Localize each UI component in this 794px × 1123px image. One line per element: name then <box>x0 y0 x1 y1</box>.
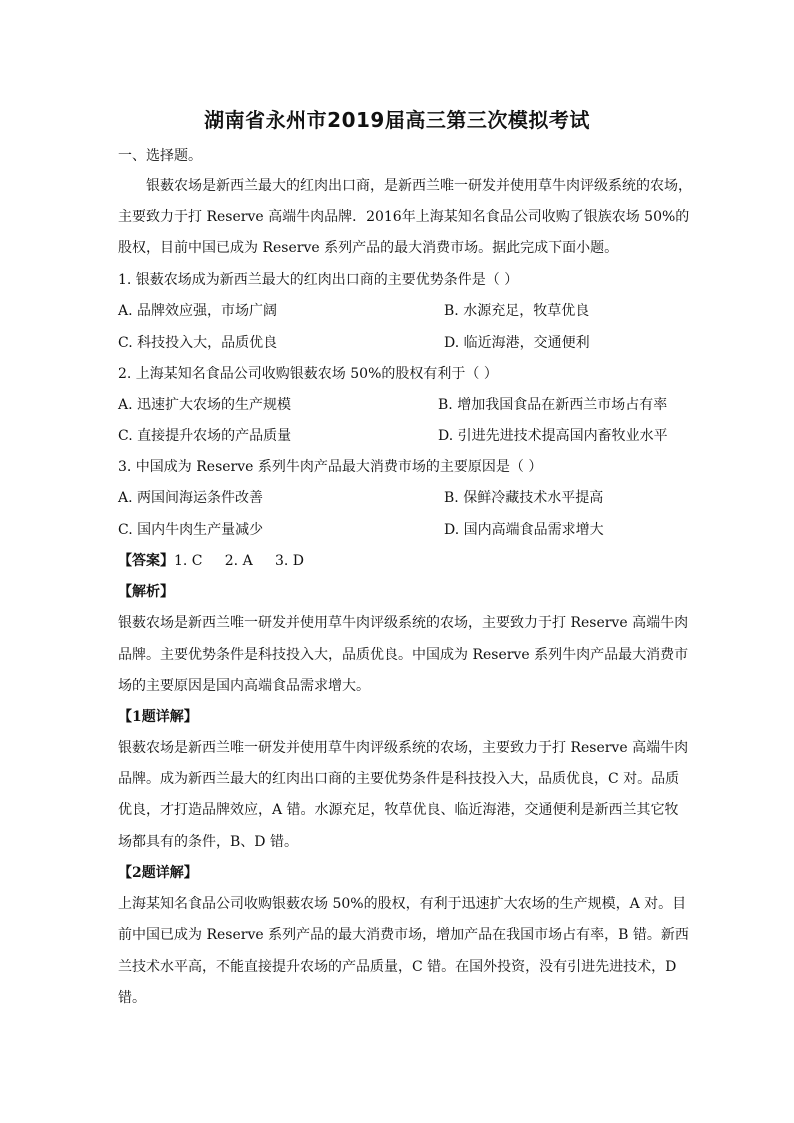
question-1-stem: 1. 银薮农场成为新西兰最大的红肉出口商的主要优势条件是（ ） <box>118 272 519 288</box>
detail-1-line: 品牌。成为新西兰最大的红肉出口商的主要优势条件是科技投入大，品质优良，C 对。品质 <box>118 771 680 787</box>
intro-line: 银薮农场是新西兰最大的红肉出口商，是新西兰唯一研发并使用草牛肉评级系统的农场， <box>146 178 692 194</box>
question-1-option-d: D. 临近海港，交通便利 <box>444 335 590 351</box>
question-1-option-b: B. 水源充足，牧草优良 <box>444 303 590 319</box>
question-3-option-a: A. 两国间海运条件改善 <box>118 490 264 506</box>
intro-line: 股权，目前中国已成为 Reserve 系列产品的最大消费市场。据此完成下面小题。 <box>118 240 619 256</box>
question-1-option-c: C. 科技投入大，品质优良 <box>118 335 278 351</box>
answer-text: 1. C 2. A 3. D <box>174 553 304 569</box>
analysis-label: 【解析】 <box>118 584 174 600</box>
intro-line: 主要致力于打 Reserve 高端牛肉品牌．2016年上海某知名食品公司收购了银族农场 50%的 <box>118 209 690 225</box>
analysis-line: 品牌。主要优势条件是科技投入大，品质优良。中国成为 Reserve 系列牛肉产品最大消费市 <box>118 647 689 663</box>
detail-2-label: 【2题详解】 <box>118 865 198 881</box>
detail-1-label: 【1题详解】 <box>118 709 198 725</box>
detail-2-line: 兰技术水平高，不能直接提升农场的产品质量，C 错。在国外投资，没有引进先进技术，D <box>118 959 677 975</box>
question-2-option-a: A. 迅速扩大农场的生产规模 <box>118 397 292 413</box>
question-3-stem: 3. 中国成为 Reserve 系列牛肉产品最大消费市场的主要原因是（ ） <box>118 459 543 475</box>
detail-1-line: 场都具有的条件，B、D 错。 <box>118 834 298 850</box>
question-2-option-d: D. 引进先进技术提高国内畜牧业水平 <box>438 428 668 444</box>
answer-label: 【答案】 <box>118 553 174 569</box>
answer-row <box>118 551 688 571</box>
analysis-line: 银薮农场是新西兰唯一研发并使用草牛肉评级系统的农场，主要致力于打 Reserve 高端牛肉 <box>118 615 689 631</box>
question-1-option-a: A. 品牌效应强，市场广阔 <box>118 303 278 319</box>
question-3-option-b: B. 保鲜冷藏技术水平提高 <box>444 490 604 506</box>
detail-1-line: 银薮农场是新西兰唯一研发并使用草牛肉评级系统的农场，主要致力于打 Reserve 高端牛肉 <box>118 740 689 756</box>
exam-title: 湖南省永州市2019届高三第三次模拟考试 <box>204 108 590 132</box>
question-2-option-b: B. 增加我国食品在新西兰市场占有率 <box>438 397 668 413</box>
analysis-line: 场的主要原因是国内高端食品需求增大。 <box>118 678 370 694</box>
detail-2-line: 上海某知名食品公司收购银薮农场 50%的股权，有利于迅速扩大农场的生产规模，A 对。目 <box>118 896 687 912</box>
question-2-stem: 2. 上海某知名食品公司收购银薮农场 50%的股权有利于（ ） <box>118 366 498 382</box>
section-heading: 一、选择题。 <box>118 148 202 164</box>
detail-1-line: 优良，才打造品牌效应，A 错。水源充足，牧草优良、临近海港，交通便利是新西兰其它牧 <box>118 802 679 818</box>
question-2-option-c: C. 直接提升农场的产品质量 <box>118 428 292 444</box>
detail-2-line: 错。 <box>118 990 146 1006</box>
detail-2-line: 前中国已成为 Reserve 系列产品的最大消费市场，增加产品在我国市场占有率，B 错。新西 <box>118 927 689 943</box>
question-3-option-d: D. 国内高端食品需求增大 <box>444 522 604 538</box>
question-3-option-c: C. 国内牛肉生产量减少 <box>118 522 264 538</box>
